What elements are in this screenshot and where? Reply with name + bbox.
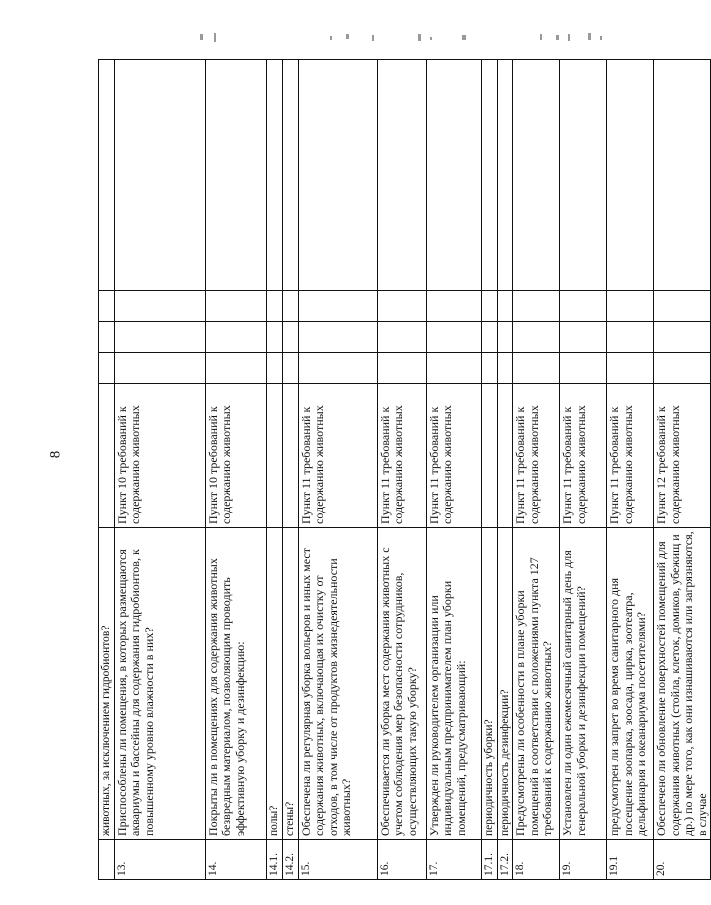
answer-no-cell [426, 322, 481, 353]
table-row [497, 60, 513, 880]
question-text: Установлен ли один ежемесячный санитарный день для генеральной уборки и дезинфекции помещений? [560, 528, 607, 840]
answer-no-cell [99, 322, 115, 353]
item-number: 20. [654, 840, 711, 880]
notes-cell [377, 60, 426, 291]
answer-na-cell [426, 291, 481, 322]
checklist-body [99, 60, 711, 880]
item-number: 19. [560, 840, 607, 880]
question-text: полы? [266, 528, 282, 840]
notes-cell [481, 60, 497, 291]
answer-yes-cell [560, 353, 607, 384]
notes-cell [298, 60, 377, 291]
answer-no-cell [513, 322, 560, 353]
table-row [607, 60, 654, 880]
table-row [114, 60, 205, 880]
table-row [560, 60, 607, 880]
answer-na-cell [298, 291, 377, 322]
answer-na-cell [654, 291, 711, 322]
item-number: 14.2. [282, 840, 298, 880]
table-row [481, 60, 497, 880]
requirement-reference [497, 384, 513, 528]
answer-yes-cell [377, 353, 426, 384]
requirement-reference: Пункт 11 требований к содержанию животных [377, 384, 426, 528]
item-number: 17.2. [497, 840, 513, 880]
notes-cell [607, 60, 654, 291]
answer-no-cell [654, 322, 711, 353]
answer-no-cell [266, 322, 282, 353]
answer-yes-cell [205, 353, 266, 384]
table-row [654, 60, 711, 880]
item-number: 17.1. [481, 840, 497, 880]
notes-cell [266, 60, 282, 291]
item-number: 16. [377, 840, 426, 880]
question-text: периодичность уборки? [481, 528, 497, 840]
requirement-reference: Пункт 11 требований к содержанию животных [513, 384, 560, 528]
scan-noise [0, 0, 640, 60]
answer-no-cell [377, 322, 426, 353]
answer-na-cell [513, 291, 560, 322]
answer-no-cell [114, 322, 205, 353]
answer-yes-cell [298, 353, 377, 384]
question-text: Покрыты ли в помещениях для содержания животных безвредным материалом, позволяющим проводить эффективную уборку и дезинфекцию: [205, 528, 266, 840]
table-row [266, 60, 282, 880]
notes-cell [114, 60, 205, 291]
question-text: Утвержден ли руководителем организации или индивидуальным предпринимателем план уборки помещений, предусматривающий: [426, 528, 481, 840]
answer-na-cell [377, 291, 426, 322]
requirement-reference: Пункт 10 требований к содержанию животных [205, 384, 266, 528]
question-text: периодичность дезинфекции? [497, 528, 513, 840]
question-text: Обеспечено ли обновление поверхностей помещений для содержания животных (стойла, клеток, домиков, убежищ и др.) по мере того, как они изнашиваются или загрязняются, в случае [654, 528, 711, 840]
question-text: Приспособлены ли помещения, в которых размещаются аквариумы и бассейны для содержания гидробионтов, к повышенному уровню влажности в них? [114, 528, 205, 840]
answer-na-cell [497, 291, 513, 322]
requirement-reference [266, 384, 282, 528]
page-number: 8 [47, 450, 64, 459]
question-text: Обеспечивается ли уборка мест содержания животных с учетом соблюдения мер безопасности сотрудников, осуществляющих такую уборку? [377, 528, 426, 840]
notes-cell [497, 60, 513, 291]
answer-no-cell [481, 322, 497, 353]
answer-no-cell [282, 322, 298, 353]
requirement-reference: Пункт 10 требований к содержанию животных [114, 384, 205, 528]
requirement-reference: Пункт 12 требований к содержанию животных [654, 384, 711, 528]
notes-cell [282, 60, 298, 291]
requirement-reference: Пункт 11 требований к содержанию животных [607, 384, 654, 528]
notes-cell [560, 60, 607, 291]
table-row [513, 60, 560, 880]
answer-na-cell [99, 291, 115, 322]
requirement-reference [282, 384, 298, 528]
answer-no-cell [607, 322, 654, 353]
answer-yes-cell [481, 353, 497, 384]
answer-no-cell [497, 322, 513, 353]
item-number [99, 840, 115, 880]
answer-yes-cell [99, 353, 115, 384]
question-text: стены? [282, 528, 298, 840]
answer-yes-cell [497, 353, 513, 384]
answer-no-cell [560, 322, 607, 353]
question-text: Предусмотрены ли особенности в плане уборки помещений в соответствии с положениями пункта 127 требований к содержанию животных? [513, 528, 560, 840]
answer-na-cell [114, 291, 205, 322]
answer-no-cell [298, 322, 377, 353]
answer-yes-cell [426, 353, 481, 384]
answer-na-cell [282, 291, 298, 322]
rotated-table-wrapper [98, 60, 709, 880]
requirement-reference [481, 384, 497, 528]
table-row [205, 60, 266, 880]
question-text: животных, за исключением гидробионтов? [99, 528, 115, 840]
answer-yes-cell [266, 353, 282, 384]
requirement-reference [99, 384, 115, 528]
requirement-reference: Пункт 11 требований к содержанию животных [298, 384, 377, 528]
answer-yes-cell [114, 353, 205, 384]
requirement-reference: Пункт 11 требований к содержанию животных [560, 384, 607, 528]
answer-no-cell [205, 322, 266, 353]
notes-cell [205, 60, 266, 291]
item-number: 13. [114, 840, 205, 880]
answer-yes-cell [607, 353, 654, 384]
question-text: Обеспечена ли регулярная уборка вольеров и иных мест содержания животных, включающая их очистку от отходов, в том числе от продуктов жизнедеятельности животных? [298, 528, 377, 840]
answer-na-cell [266, 291, 282, 322]
table-row [99, 60, 115, 880]
question-text: предусмотрен ли запрет во время санитарного дня посещение зоопарка, зоосада, цирка, зоотеатра, дельфинария и океанариума посетителями? [607, 528, 654, 840]
notes-cell [654, 60, 711, 291]
checklist-table [98, 59, 711, 880]
table-row [377, 60, 426, 880]
notes-cell [99, 60, 115, 291]
item-number: 15. [298, 840, 377, 880]
answer-yes-cell [282, 353, 298, 384]
requirement-reference: Пункт 11 требований к содержанию животных [426, 384, 481, 528]
answer-na-cell [481, 291, 497, 322]
table-row [282, 60, 298, 880]
table-row [426, 60, 481, 880]
answer-na-cell [560, 291, 607, 322]
item-number: 18. [513, 840, 560, 880]
notes-cell [513, 60, 560, 291]
answer-yes-cell [654, 353, 711, 384]
item-number: 17. [426, 840, 481, 880]
notes-cell [426, 60, 481, 291]
item-number: 19.1 [607, 840, 654, 880]
answer-na-cell [607, 291, 654, 322]
item-number: 14.1. [266, 840, 282, 880]
item-number: 14. [205, 840, 266, 880]
table-row [298, 60, 377, 880]
answer-yes-cell [513, 353, 560, 384]
answer-na-cell [205, 291, 266, 322]
